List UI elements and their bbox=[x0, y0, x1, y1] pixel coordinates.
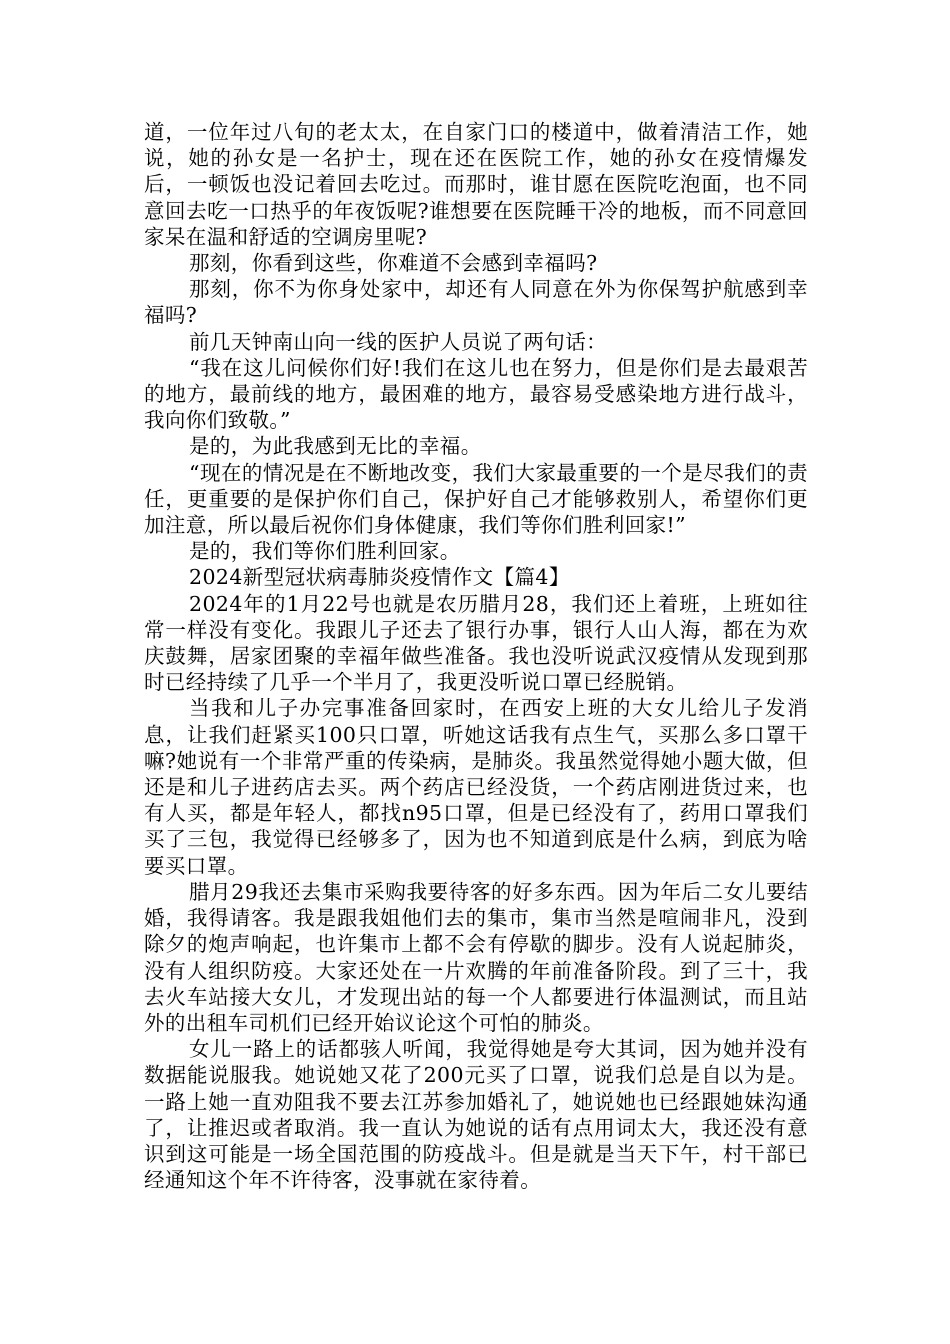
paragraph: 腊月29我还去集市采购我要待客的好多东西。因为年后二女儿要结婚，我得请客。我是跟我姐他们去的集市，集市当然是喧闹非凡，没到除夕的炮声响起，也许集市上都不会有停歇的脚步。没有人说起肺炎，没有人组织防疫。大家还处在一片欢腾的年前准备阶段。到了三十，我去火车站接大女儿，才发现出站的每一个人都要进行体温测试，而且站外的出租车司机们已经开始议论这个可怕的肺炎。 bbox=[144, 879, 808, 1035]
paragraph: 那刻，你不为你身处家中，却还有人同意在外为你保驾护航感到幸福吗? bbox=[144, 277, 808, 328]
paragraph: 那刻，你看到这些，你难道不会感到幸福吗? bbox=[189, 251, 598, 276]
section-heading: 2024新型冠状病毒肺炎疫情作文【篇4】 bbox=[189, 565, 570, 590]
paragraph: 前几天钟南山向一线的医护人员说了两句话： bbox=[189, 329, 607, 354]
quote-paragraph: “现在的情况是在不断地改变，我们大家最重要的一个是尽我们的责任，更重要的是保护你们自己，保护好自己才能够救别人，希望你们更加注意，所以最后祝你们身体健康，我们等你们胜利回家!” bbox=[144, 460, 808, 538]
paragraph: 是的，我们等你们胜利回家。 bbox=[189, 539, 461, 564]
paragraph: 当我和儿子办完事准备回家时，在西安上班的大女儿给儿子发消息，让我们赶紧买100只口罩，听她这话我有点生气，买那么多口罩干嘛?她说有一个非常严重的传染病，是肺炎。我虽然觉得她小题大做，但还是和儿子进药店去买。两个药店已经没货，一个药店刚进货过来，也有人买，都是年轻人，都找n95口罩，但是已经没有了，药用口罩我们买了三包，我觉得已经够多了，因为也不知道到底是什么病，到底为啥要买口罩。 bbox=[144, 696, 808, 878]
paragraph: 是的，为此我感到无比的幸福。 bbox=[189, 434, 482, 459]
paragraph: 道，一位年过八旬的老太太，在自家门口的楼道中，做着清洁工作，她说，她的孙女是一名护士，现在还在医院工作，她的孙女在疫情爆发后，一顿饭也没记着回去吃过。而那时，谁甘愿在医院吃泡面，也不同意回去吃一口热乎的年夜饭呢?谁想要在医院睡干冷的地板，而不同意回家呆在温和舒适的空调房里呢? bbox=[144, 120, 808, 249]
paragraph: 女儿一路上的话都骇人听闻，我觉得她是夸大其词，因为她并没有数据能说服我。她说她又花了200元买了口罩，说我们总是自以为是。一路上她一直劝阻我不要去江苏参加婚礼了，她说她也已经跟她妹沟通了，让推迟或者取消。我一直认为她说的话有点用词太大，我还没有意识到这可能是一场全国范围的防疫战斗。但是就是当天下午，村干部已经通知这个年不许待客，没事就在家待着。 bbox=[144, 1037, 808, 1193]
document-body bbox=[144, 119, 808, 1193]
paragraph: 2024年的1月22号也就是农历腊月28，我们还上着班，上班如往常一样没有变化。我跟儿子还去了银行办事，银行人山人海，都在为欢庆鼓舞，居家团聚的幸福年做些准备。我也没听说武汉疫情从发现到那时已经持续了几乎一个半月了，我更没听说口罩已经脱销。 bbox=[144, 591, 808, 695]
quote-paragraph: “我在这儿问候你们好!我们在这儿也在努力，但是你们是去最艰苦的地方，最前线的地方，最困难的地方，最容易受感染地方进行战斗，我向你们致敬。” bbox=[144, 355, 808, 433]
